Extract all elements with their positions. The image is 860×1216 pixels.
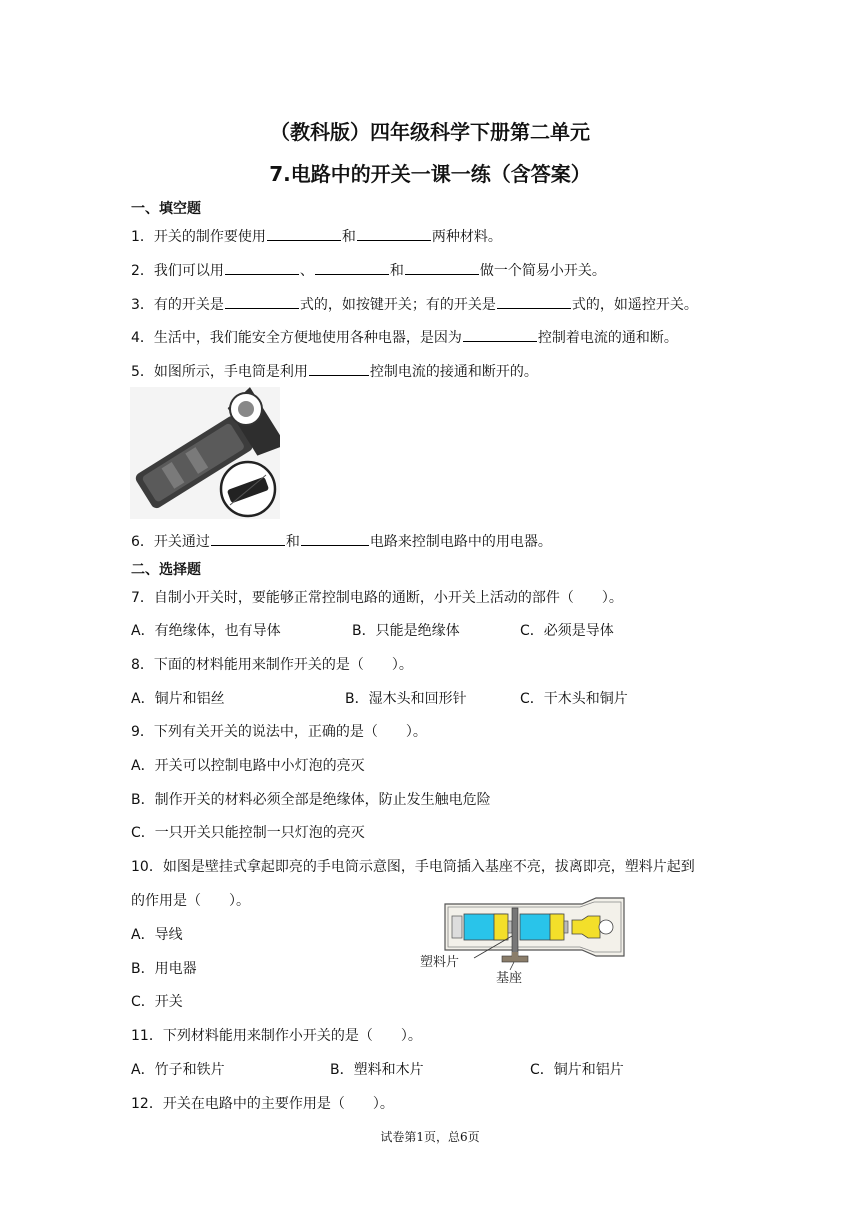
document-title: （教科版）四年级科学下册第二单元 (270, 120, 590, 144)
answer-blank[interactable] (315, 260, 389, 275)
flashlight-photo (130, 387, 280, 519)
section-choice-title: 二、选择题 (131, 562, 201, 578)
answer-blank[interactable] (225, 294, 299, 309)
question-10-stem-line1: 10．如图是壁挂式拿起即亮的手电筒示意图，手电筒插入基座不亮，拔离即亮，塑料片起到 (131, 859, 695, 875)
answer-blank[interactable] (211, 531, 285, 546)
question-text: 有的开关是 (153, 297, 224, 313)
question-8-option-b[interactable]: B．湿木头和回形针 (345, 691, 467, 707)
question-3 (131, 294, 698, 314)
question-text: 生活中，我们能安全方便地使用各种电器，是因为 (153, 330, 462, 346)
question-7-option-c[interactable]: C．必须是导体 (520, 623, 614, 639)
question-number: 3． (131, 297, 154, 313)
document-subtitle: 7.电路中的开关一课一练（含答案） (269, 162, 591, 186)
question-10-option-b[interactable]: B．用电器 (131, 961, 197, 977)
question-2 (131, 260, 606, 280)
question-text: 式的，如按键开关；有的开关是 (299, 297, 496, 313)
question-5 (131, 361, 538, 381)
question-text: 我们可以用 (153, 263, 224, 279)
question-number: 6． (131, 534, 154, 550)
base-label: 基座 (496, 971, 523, 986)
question-8-option-a[interactable]: A．铜片和铝丝 (131, 691, 225, 707)
question-10-option-c[interactable]: C．开关 (131, 994, 183, 1010)
question-text: 开关的制作要使用 (153, 229, 266, 245)
question-9-option-a[interactable]: A．开关可以控制电路中小灯泡的亮灭 (131, 758, 365, 774)
question-7-option-a[interactable]: A．有绝缘体，也有导体 (131, 623, 281, 639)
question-text: 、 (299, 263, 314, 279)
plastic-piece-label: 塑料片 (420, 955, 460, 970)
question-text: 做一个简易小开关。 (479, 263, 606, 279)
question-9-stem: 9．下列有关开关的说法中，正确的是（ ）。 (131, 724, 427, 740)
question-11-option-c[interactable]: C．铜片和铝片 (530, 1062, 624, 1078)
question-number: 4． (131, 330, 154, 346)
question-text: 控制电流的接通和断开的。 (369, 364, 538, 380)
question-text: 和 (341, 229, 356, 245)
question-11-option-b[interactable]: B．塑料和木片 (330, 1062, 424, 1078)
question-7-option-b[interactable]: B．只能是绝缘体 (352, 623, 460, 639)
question-7-stem: 7．自制小开关时，要能够正常控制电路的通断，小开关上活动的部件（ ）。 (131, 590, 623, 606)
question-6 (131, 531, 552, 551)
question-12-stem: 12．开关在电路中的主要作用是（ ）。 (131, 1096, 394, 1112)
answer-blank[interactable] (357, 226, 431, 241)
answer-blank[interactable] (301, 531, 369, 546)
answer-blank[interactable] (267, 226, 341, 241)
question-10-option-a[interactable]: A．导线 (131, 927, 183, 943)
question-text: 和 (285, 534, 300, 550)
question-8-stem: 8．下面的材料能用来制作开关的是（ ）。 (131, 657, 413, 673)
question-4 (131, 327, 678, 347)
question-text: 和 (389, 263, 404, 279)
question-11-option-a[interactable]: A．竹子和铁片 (131, 1062, 225, 1078)
question-text: 两种材料。 (431, 229, 502, 245)
question-number: 5． (131, 364, 154, 380)
answer-blank[interactable] (463, 327, 537, 342)
page-footer: 试卷第1页，总6页 (380, 1130, 480, 1144)
wall-flashlight-diagram (410, 896, 635, 988)
question-9-option-c[interactable]: C．一只开关只能控制一只灯泡的亮灭 (131, 825, 365, 841)
question-1 (131, 226, 502, 246)
question-text: 如图所示，手电筒是利用 (153, 364, 308, 380)
question-number: 1． (131, 229, 154, 245)
question-11-stem: 11．下列材料能用来制作小开关的是（ ）。 (131, 1028, 422, 1044)
question-8-option-c[interactable]: C．干木头和铜片 (520, 691, 628, 707)
answer-blank[interactable] (405, 260, 479, 275)
question-text: 控制着电流的通和断。 (537, 330, 678, 346)
answer-blank[interactable] (497, 294, 571, 309)
question-number: 2． (131, 263, 154, 279)
question-9-option-b[interactable]: B．制作开关的材料必须全部是绝缘体，防止发生触电危险 (131, 792, 491, 808)
question-text: 式的，如遥控开关。 (571, 297, 698, 313)
answer-blank[interactable] (309, 361, 369, 376)
section-fill-in-title: 一、填空题 (131, 201, 201, 217)
question-10-stem-line2: 的作用是（ ）。 (131, 893, 250, 909)
answer-blank[interactable] (225, 260, 299, 275)
question-text: 开关通过 (153, 534, 210, 550)
question-text: 电路来控制电路中的用电器。 (369, 534, 552, 550)
